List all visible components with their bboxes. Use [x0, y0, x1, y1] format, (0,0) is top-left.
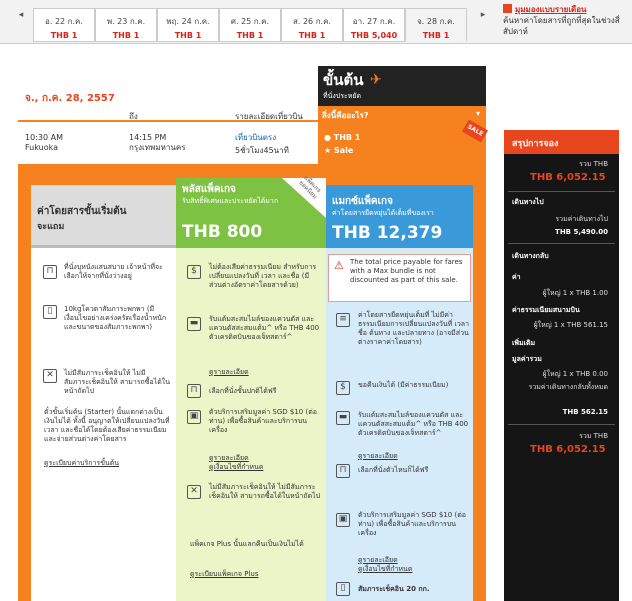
divider: [508, 191, 615, 192]
no-fee-icon: $: [187, 265, 201, 279]
grand-total: THB 6,052.15: [530, 444, 606, 455]
refund-icon: $: [336, 381, 350, 395]
starter-note: ตั๋วขั้นเริ่มต้น (Starter) นั้นแตกต่างเป็นเงินไม่ได้ ทั้งนี้ อนุญาตให้เปลี่ยนแปลงวันที่ เวลา และชื่อได้โดยต้องเสียค่าธรรมเนียมและจ่ายส่วนต่างค่าโดยสาร: [44, 408, 170, 443]
fare-select: [318, 122, 486, 164]
popular-ribbon-label: แพ็คเกจยอดนิยม: [297, 174, 323, 201]
date-label: ส. 26 ก.ค.: [293, 17, 331, 26]
max-warning-text: The total price payable for fares with a Max bundle is not discounted as part of this sale.: [350, 258, 463, 284]
date-tab-6[interactable]: [343, 8, 405, 42]
monthly-view: [503, 4, 628, 37]
starter-header: [31, 185, 176, 248]
monthly-view-link[interactable]: มุมมองแบบรายเดือน: [515, 5, 587, 14]
plus-feature-5: ไม่มีสัมภาระเช็คอินให้ ไม่มีสัมภาระเช็คอินให้ สามารถซื้อได้ในหน้าถัดไป: [209, 483, 321, 500]
checked-bag-icon: ▯: [336, 582, 350, 596]
seat-icon: ⊓: [43, 265, 57, 279]
date-price: THB 1: [50, 31, 78, 40]
date-label: พ. 23 ก.ค.: [106, 17, 146, 26]
date-tab-2[interactable]: [95, 8, 157, 42]
outbound-fare: THB 5,490.00: [555, 228, 608, 236]
max-feature-6: สัมภาระเช็คอิน 20 กก.: [358, 585, 430, 593]
arrive-time: 14:15 PM: [129, 133, 167, 142]
calendar-icon: [503, 4, 512, 13]
brand-subtitle: ที่นั่งประหยัด: [323, 92, 362, 100]
max-detail-link-1[interactable]: ดูรายละเอียด: [358, 452, 398, 460]
max-header[interactable]: [326, 185, 473, 248]
return-total-label: รวมค่าเดินทางกลับทั้งหมด: [528, 383, 608, 391]
starter-subtitle: จะแถม: [37, 222, 65, 232]
fee-label: ค่าธรรมเนียมสนามบิน: [512, 306, 580, 314]
flexible-fare-icon: ≡: [336, 313, 350, 327]
date-label: พฤ. 24 ก.ค.: [166, 17, 210, 26]
brand-title: ขั้นต้น: [323, 71, 364, 89]
fee-line: ผู้ใหญ่ 1 x THB 561.15: [533, 321, 608, 329]
depart-time: 10:30 AM: [25, 133, 63, 142]
fare-radio[interactable]: ● THB 1: [324, 133, 361, 142]
grand-total-label: รวม THB: [579, 432, 608, 440]
warning-icon: ⚠: [334, 259, 344, 272]
carry-on-bag-icon: ▯: [43, 305, 57, 319]
what-is-this-dropdown[interactable]: [318, 106, 486, 122]
points-card-icon: ▬: [187, 317, 201, 331]
sale-tag: ★ Sale: [324, 146, 354, 155]
date-price: THB 1: [422, 31, 450, 40]
date-price: THB 1: [298, 31, 326, 40]
no-baggage-icon: ✕: [43, 369, 57, 383]
date-price: THB 1: [236, 31, 264, 40]
max-subtitle: ค่าโดยสารยืดหยุ่นได้เต็มที่ของเรา: [332, 209, 434, 217]
plus-price: THB 800: [182, 222, 263, 242]
date-label: ศ. 25 ก.ค.: [230, 17, 270, 26]
plus-title: พลัสแพ็คเกจ: [182, 184, 236, 195]
arrive-city: กรุงเทพมหานคร: [129, 143, 186, 152]
date-bar: [0, 0, 632, 44]
voucher-icon: ▣: [187, 410, 201, 424]
starter-title: ค่าโดยสารขั้นเริ่มต้น: [37, 206, 127, 217]
brand-box: [318, 66, 486, 106]
plus-link[interactable]: ดูระเบียบแพ็คเกจ Plus: [190, 570, 259, 578]
fare-line: ผู้ใหญ่ 1 x THB 1.00: [542, 289, 608, 297]
summary-total-label: รวม THB: [579, 160, 608, 168]
seat-select-icon: ⊓: [187, 384, 201, 398]
summary-title: สรุปการจอง: [504, 130, 619, 154]
divider: [508, 243, 615, 244]
plus-feature-4: ตัวบริการเสริมมูลค่า SGD $10 (ต่อท่าน) เพื่อซื้อสินค้าและบริการบนเครื่อง: [209, 408, 317, 434]
no-baggage-icon: ✕: [187, 485, 201, 499]
starter-link[interactable]: ดูระเบียบค่าบริการขั้นต้น: [44, 459, 120, 467]
flight-type[interactable]: เที่ยวบินตรง: [235, 133, 277, 142]
date-label: อ. 22 ก.ค.: [45, 17, 83, 26]
max-detail-link-2[interactable]: ดูรายละเอียด: [358, 556, 398, 564]
fare-option: THB 1: [333, 133, 361, 142]
extra-label: เพิ่มเติม: [512, 339, 536, 347]
flight-date: จ., ก.ค. 28, 2557: [25, 93, 115, 104]
seat-select-icon: ⊓: [336, 464, 350, 478]
date-label: จ. 28 ก.ค.: [417, 17, 455, 26]
starter-feature-3: ไม่มีสัมภาระเช็คอินให้ ไม่มีสัมภาระเช็คอินให้ สามารถซื้อได้ในหน้าถัดไป: [64, 369, 170, 395]
dropdown-label: สิ่งนี้คืออะไร?: [322, 111, 369, 120]
date-label: อา. 27 ก.ค.: [352, 17, 396, 26]
next-date-arrow[interactable]: ▸: [480, 10, 486, 20]
return-total: THB 562.15: [562, 408, 608, 416]
fare-label: ค่า: [512, 273, 521, 281]
insurance-label: มูลค่ารวม: [512, 355, 542, 363]
flight-duration: 5ชั่วโมง45นาที: [235, 146, 289, 155]
prev-date-arrow[interactable]: ◂: [18, 10, 24, 20]
depart-city: Fukuoka: [25, 143, 58, 152]
plus-feature-2: รับแต้มสะสมไมล์ของแควนตัส และแควนตัสสะสมแต้ม^ หรือ THB 400 ตัวเครดิตบินของเจ็ทสตาร์^: [209, 315, 320, 341]
max-feature-2: ขอคืนเงินได้ (มีค่าธรรมเนียม): [358, 381, 449, 389]
date-tab-4[interactable]: [219, 8, 281, 42]
max-feature-5: ตัวบริการเสริมมูลค่า SGD $10 (ต่อท่าน) เพื่อซื้อสินค้าและบริการบนเครื่อง: [358, 511, 466, 537]
sale-tag-label: Sale: [333, 146, 354, 155]
starter-feature-1: ที่นั่งบุหนังแสนสบาย เจ้าหน้าที่จะเลือกให้จากที่นั่งว่างอยู่: [64, 263, 163, 280]
plane-icon: ✈: [370, 72, 382, 88]
max-warning: [328, 254, 471, 302]
sale-badge: SALE: [462, 119, 488, 142]
outbound-label[interactable]: เดินทางไป: [512, 198, 544, 206]
date-tab-3[interactable]: [157, 8, 219, 42]
plus-subtitle: รับสิทธิ์พิเศษและประหยัดได้มาก: [182, 197, 279, 205]
max-feature-3: รับแต้มสะสมไมล์ของแควนตัส และแควนตัสสะสมแต้ม^ หรือ THB 400 ตัวเครดิตบินของเจ็ทสตาร์^: [358, 411, 469, 437]
plus-note: แพ็คเกจ Plus นั้นแลกคืนเป็นเงินไม่ได้: [190, 540, 304, 548]
max-feature-1: ค่าโดยสารยืดหยุ่นเต็มที่ ไม่มีค่าธรรมเนียมการเปลี่ยนแปลงวันที่ เวลา ชื่อ ต้นทาง และปลายทาง (อาจมีส่วนต่างราคาค่าโดยสาร): [358, 311, 470, 346]
voucher-icon: ▣: [336, 513, 350, 527]
outbound-fare-label: รวมค่าเดินทางไป: [555, 215, 608, 223]
date-tab-5[interactable]: [281, 8, 343, 42]
col-to: ถึง: [129, 112, 138, 121]
plus-feature-1: ไม่ต้องเสียค่าธรรมเนียม สำหรับการเปลี่ยนแปลงวันที่ เวลา และชื่อ (มีส่วนต่างอัตราค่าโดยสารด้วย): [209, 263, 317, 289]
chevron-down-icon: ▾: [475, 109, 480, 118]
points-card-icon: ▬: [336, 411, 350, 425]
insurance-line: ผู้ใหญ่ 1 x THB 0.00: [542, 370, 608, 378]
date-tab-1[interactable]: [33, 8, 95, 42]
date-price: THB 1: [112, 31, 140, 40]
max-price: THB 12,379: [332, 223, 443, 243]
date-price: THB 5,040: [350, 31, 398, 40]
monthly-view-desc: ค้นหาค่าโดยสารที่ถูกที่สุดในช่วงสี่สัปดาห์: [503, 16, 620, 36]
plus-detail-link-1[interactable]: ดูรายละเอียด: [209, 368, 249, 376]
date-price: THB 1: [174, 31, 202, 40]
summary-total: THB 6,052.15: [530, 172, 606, 183]
max-conditions-link[interactable]: ดูเงื่อนไขที่กำหนด: [358, 565, 413, 573]
plus-detail-link-2[interactable]: ดูรายละเอียด: [209, 454, 249, 462]
col-details: รายละเอียดเที่ยวบิน: [235, 112, 303, 121]
plus-conditions-link[interactable]: ดูเงื่อนไขที่กำหนด: [209, 463, 264, 471]
plus-feature-3: เลือกที่นั่งชั้นปกติได้ฟรี: [209, 387, 277, 395]
return-label[interactable]: เดินทางกลับ: [512, 252, 549, 260]
max-title: แมกซ์แพ็คเกจ: [332, 196, 393, 207]
max-feature-4: เลือกที่นั่งตัวไหนก็ได้ฟรี: [358, 466, 429, 474]
date-tab-selected[interactable]: [405, 8, 467, 42]
divider: [508, 424, 615, 425]
starter-feature-2: 10kgโควตาสัมภาระพกพา (มีเงื่อนไขอย่างเคร่งครัดเรื่องน้ำหนักและขนาดของสัมภาระพกพา): [64, 305, 167, 331]
